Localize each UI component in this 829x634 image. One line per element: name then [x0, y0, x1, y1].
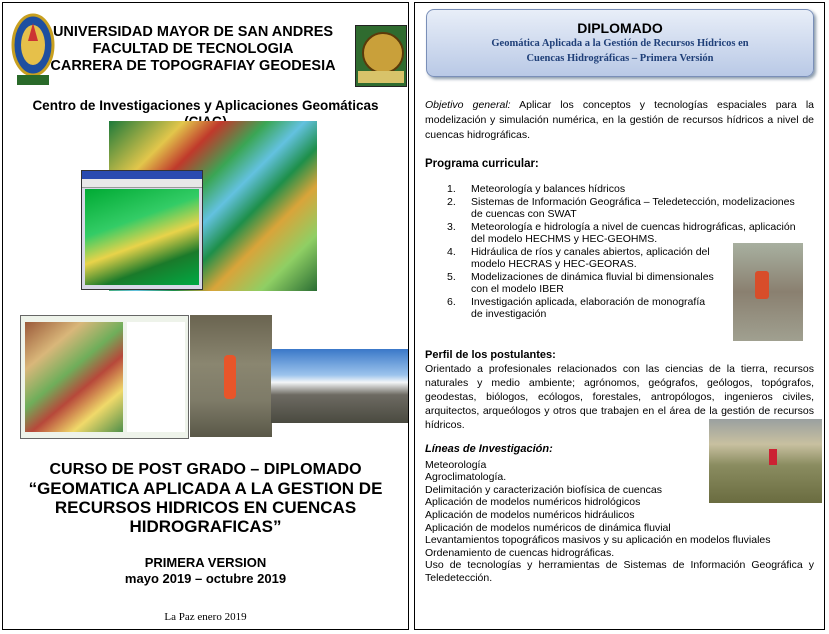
banner-title: DIPLOMADO	[577, 20, 663, 36]
program-item	[447, 246, 717, 270]
program-item-text: Investigación aplicada, elaboración de monografía de investigación	[471, 296, 706, 320]
program-item	[447, 221, 807, 245]
diploma-banner	[426, 9, 814, 77]
research-line-item: Aplicación de modelos numéricos hidráulicos	[425, 508, 635, 521]
banner-subtitle-line: Geomática Aplicada a la Gestión de Recursos Hídricos en	[491, 38, 749, 49]
program-item-number: 2.	[447, 196, 456, 208]
faculty-logo	[355, 25, 407, 87]
program-item-text: Meteorología e hidrología a nivel de cuencas hidrográficas, aplicación del modelo HECHMS y HEC-GEOHMS.	[471, 221, 796, 245]
field-work-photo	[190, 315, 272, 437]
watershed-map-image	[20, 315, 189, 439]
program-item-text: Hidráulica de ríos y canales abiertos, aplicación del modelo HECRAS y HEC-GEORAS.	[471, 246, 710, 270]
research-line-item: Agroclimatología.	[425, 471, 507, 484]
center-name: Centro de Investigaciones y Aplicaciones Geomáticas	[32, 98, 379, 113]
program-item-number: 3.	[447, 221, 456, 233]
course-name-line: HIDROGRAFICAS”	[129, 517, 282, 536]
university-name: UNIVERSIDAD MAYOR DE SAN ANDRES	[52, 24, 334, 40]
program-item-number: 5.	[447, 271, 456, 283]
place-date: La Paz enero 2019	[164, 611, 247, 623]
course-name-line: RECURSOS HIDRICOS EN CUENCAS	[54, 498, 357, 517]
research-lines	[425, 443, 814, 585]
program-item	[447, 196, 807, 220]
research-line-item: Levantamientos topográficos masivos y su aplicación en modelos fluviales	[425, 534, 771, 547]
research-lines-heading: Líneas de Investigación:	[425, 443, 553, 455]
program-item-number: 1.	[447, 183, 456, 195]
program-item	[447, 271, 717, 295]
research-line-item: Uso de tecnologías y herramientas de Sistemas de Información Geográfica y Teledetección.	[425, 559, 814, 584]
survey-photo	[733, 243, 803, 341]
career-name: CARRERA DE TOPOGRAFIAY GEODESIA	[50, 58, 336, 74]
banner-subtitle-line: Cuencas Hidrográficas – Primera Versión	[526, 53, 714, 64]
gis-window-screenshot	[81, 170, 203, 290]
program-item-text: Sistemas de Información Geográfica – Teledetección, modelizaciones de cuencas con SWAT	[471, 196, 795, 220]
cover-page	[2, 2, 409, 630]
mountain-landscape-photo	[271, 349, 409, 423]
course-name-line: “GEOMATICA APLICADA A LA GESTION DE	[28, 479, 383, 498]
objective-paragraph	[425, 98, 814, 143]
research-line-item: Meteorología	[425, 458, 487, 471]
program-item	[447, 296, 717, 320]
program-item-number: 6.	[447, 296, 456, 308]
program-item	[447, 183, 807, 195]
research-line-item: Aplicación de modelos numéricos hidrológicos	[425, 496, 641, 509]
course-title	[3, 461, 408, 536]
objective-label: Objetivo general:	[425, 99, 511, 111]
research-lines-list	[425, 459, 814, 585]
program-item-text: Meteorología y balances hídricos	[471, 183, 626, 195]
program-item-number: 4.	[447, 246, 456, 258]
faculty-name: FACULTAD DE TECNOLOGIA	[92, 41, 294, 57]
program-heading: Programa curricular:	[425, 158, 539, 170]
research-line-item: Delimitación y caracterización biofísica de cuencas	[425, 483, 662, 496]
course-dates: mayo 2019 – octubre 2019	[124, 571, 287, 586]
profile-heading: Perfil de los postulantes:	[425, 349, 556, 361]
program-item-text: Modelizaciones de dinámica fluvial bi dimensionales con el modelo IBER	[471, 271, 714, 295]
research-line-item: Ordenamiento de cuencas hidrográficas.	[425, 546, 615, 559]
objective-text: Aplicar los conceptos y tecnologías espaciales para la modelización y simulación numérica, en la gestión de recursos hídricos a nivel de cuencas hidrográficas.	[425, 99, 814, 141]
research-line-item: Aplicación de modelos numéricos de dinámica fluvial	[425, 521, 671, 534]
profile-text: Orientado a profesionales relacionados con las ciencias de la tierra, recursos naturales y medio ambiente; agrónomos, geógrafos, geólogos, topógrafos, geodestas, biólogos, ecólogos, forestales, antropólogos, ingenieros civiles, arquitectos, arqueólogos y otros que trabajen en el área de la gestión de recursos hídricos.	[425, 363, 814, 431]
version-label: PRIMERA VERSION	[144, 555, 267, 570]
info-page	[414, 2, 825, 630]
course-type: CURSO DE POST GRADO – DIPLOMADO	[49, 461, 362, 478]
version-info	[3, 555, 408, 587]
